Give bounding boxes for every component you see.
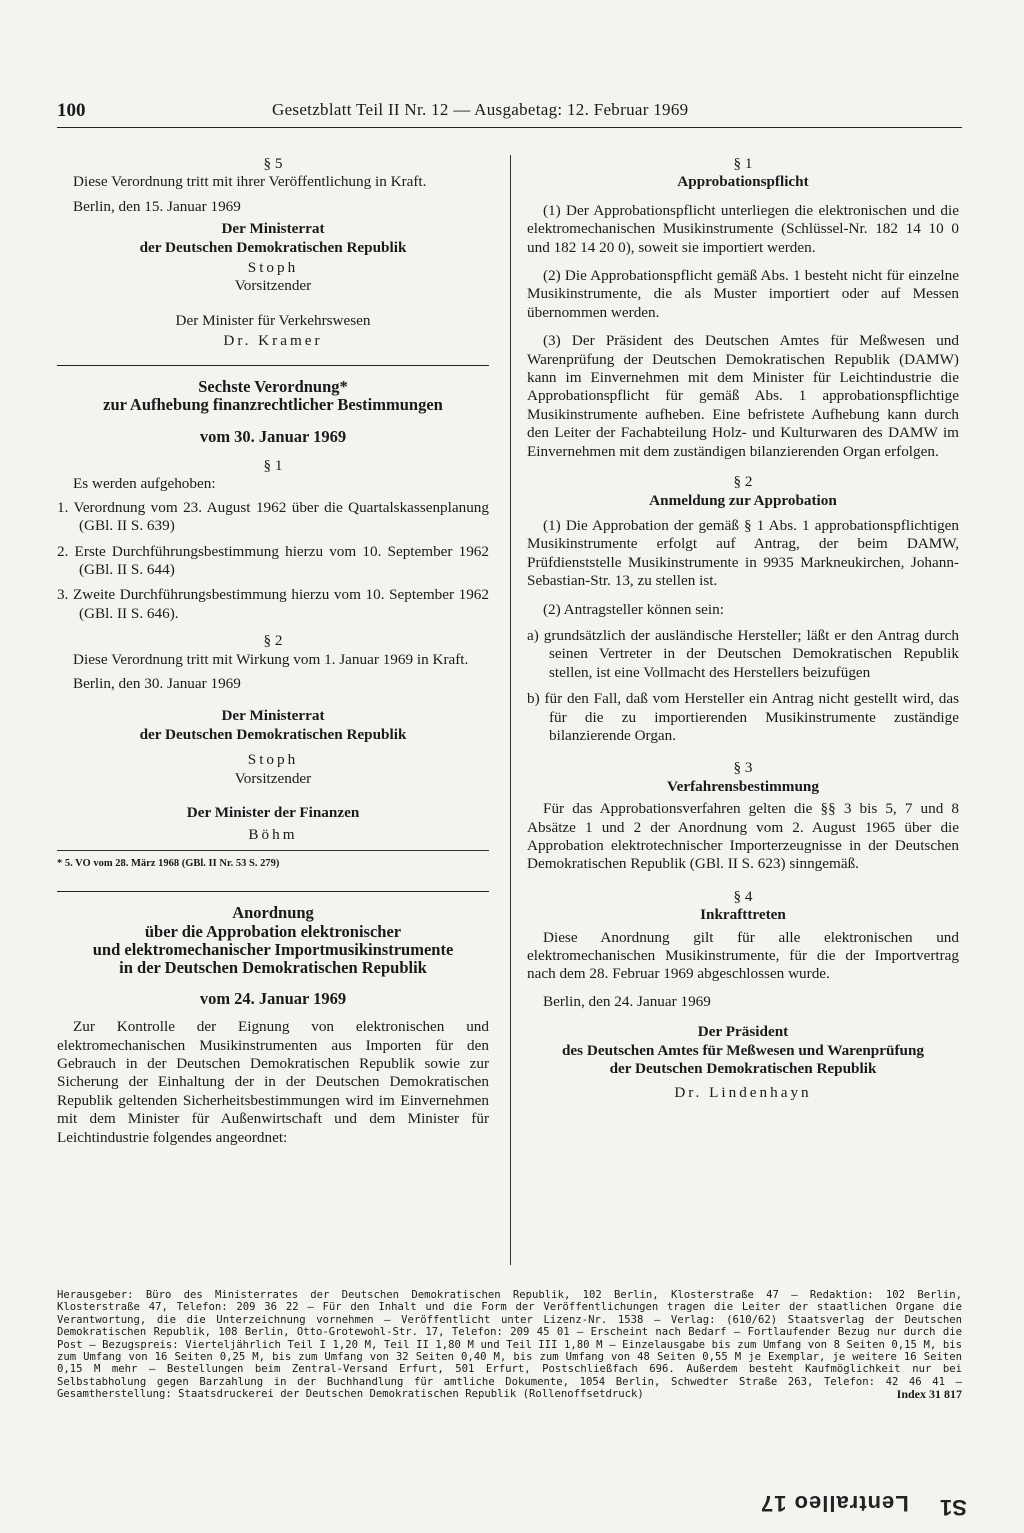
section-heading: § 4 [733,887,753,905]
section-title: Verfahrensbestimmung [667,777,819,795]
paragraph: (1) Der Approbationspflicht unterliegen die elektronischen und die elektromechanischen Musikinstrumente (Schlüssel-Nr. 182 14 10 0 und 182 14 20 0), soweit sie importiert werden. [527,201,959,256]
library-stamp: Lentralleo 17 [760,1491,909,1516]
paragraph: Diese Verordnung tritt mit Wirkung vom 1. Januar 1969 in Kraft. [73,650,469,668]
signature-name: Dr. Lindenhayn [674,1084,812,1102]
section-title: Anmeldung zur Approbation [649,491,837,509]
signature-body: Der Präsident [697,1023,789,1041]
page-number: 100 [57,100,86,121]
list-item: 1. Verordnung vom 23. August 1962 über die Quartalskassenplanung (GBl. II S. 639) [57,498,489,535]
list-item: b) für den Fall, daß vom Hersteller ein Antrag nicht gestellt wird, das für die zu importierenden Musikinstrumente zuständige bilanzierende Organ. [527,690,959,744]
signature-body: der Deutschen Demokratischen Republik [139,238,407,256]
paragraph: (1) Die Approbation der gemäß § 1 Abs. 1 approbationspflichtigen Musikinstrumente erfolgt auf Antrag, der beim DAMW, Prüfdienststelle Musikinstrumente in 9935 Markneukirchen, Johann-Sebastian-Str. 13, zu stellen ist. [527,516,959,590]
section-heading: § 1 [733,155,753,172]
page-header [57,100,962,124]
library-stamp-code: S1 [940,1495,967,1520]
column-divider [510,155,511,1265]
signature-role: Vorsitzender [234,277,312,295]
signature-body: des Deutschen Amtes für Meßwesen und Warenprüfung [561,1041,924,1059]
ordinance-title: und elektromechanischer Importmusikinstrumente [92,940,454,959]
signature-body: Der Ministerrat [221,707,325,725]
ordinance-title: Sechste Verordnung* [198,376,348,396]
ordinance-title: Anordnung [232,903,314,923]
date-line: Berlin, den 15. Januar 1969 [73,197,241,215]
signature-name: Böhm [248,826,298,844]
date-line: Berlin, den 30. Januar 1969 [73,674,241,692]
section-heading: § 2 [733,473,753,491]
left-column [57,155,489,1147]
signature-body: der Deutschen Demokratischen Republik [139,725,407,743]
right-column [527,155,959,1103]
section-title: Approbationspflicht [677,173,809,191]
running-head: Gesetzblatt Teil II Nr. 12 — Ausgabetag: 12. Februar 1969 [272,100,689,119]
imprint-text: Herausgeber: Büro des Ministerrates der Deutschen Demokratischen Republik, 102 Berlin, Klosterstraße 47 – Redaktion: 102 Berlin, Klosterstraße 47, Telefon: 209 36 22 – Für den Inhalt und die Form der Veröffentlichungen tragen die Leiter der staatlichen Organe die Verantwortung, die die Unterzeichnung vornehmen – Veröffentlicht unter Lizenz-Nr. 1538 – Verlag: (610/62) Staatsverlag der Deutschen Demokratischen Republik, 108 Berlin, Otto-Grotewohl-Str. 17, Telefon: 209 45 01 – Erscheint nach Bedarf – Fortlaufender Bezug nur durch die Post – Bezugspreis: Vierteljährlich Teil I 1,20 M, Teil II 1,80 M und Teil III 1,80 M – Einzelausgabe bis zum Umfang von 8 Seiten 0,15 M, bis zum Umfang von 16 Seiten 0,25 M, bis zum Umfang von 32 Seiten 0,40 M, bis zum Umfang von 48 Seiten 0,55 M je Exemplar, je weitere 16 Seiten 0,15 M mehr – Bestellungen beim Zentral-Versand Erfurt, 501 Erfurt, Postschließfach 696. Außerdem besteht Kaufmöglichkeit nur bei Selbstabholung gegen Barzahlung in der Buchhandlung für amtliche Dokumente, 1054 Berlin, Schwedter Straße 263, Telefon: 42 46 41 – Gesamtherstellung: Staatsdruckerei der Deutschen Demokratischen Republik (Rollenoffsetdruck) [57,1289,962,1401]
signature-body: der Deutschen Demokratischen Republik [609,1060,877,1078]
header-rule [57,127,962,128]
ordinance-date: vom 24. Januar 1969 [199,988,347,1008]
signature-name: Stoph [247,751,299,769]
signature-body: Der Ministerrat [221,220,325,238]
paragraph: (2) Antragsteller können sein: [543,600,724,618]
ordinance-title: in der Deutschen Demokratischen Republik [119,958,427,978]
paragraph: Für das Approbationsverfahren gelten die §§ 3 bis 5, 7 und 8 Absätze 1 und 2 der Anordnung vom 2. August 1965 über die Approbation elektrotechnischer Importerzeugnisse in der Deutschen Demokratischen Republik (GBl. II S. 623) sinngemäß. [527,800,959,873]
signature-name: Stoph [247,259,299,277]
paragraph: Zur Kontrolle der Eignung von elektronischen und elektromechanischen Musikinstrumenten aus Importen für den Gebrauch in der Deutschen Demokratischen Republik sowie zur Sicherung der Einhaltung der in der Deutschen Demokratischen Republik geltenden Sicherheitsbestimmungen wird im Einvernehmen mit dem Minister für Außenwirtschaft und dem Minister für Leichtindustrie folgendes angeordnet: [57,1018,489,1146]
section-title: Inkrafttreten [700,906,786,924]
ordinance-title: über die Approbation elektronischer [144,921,402,941]
paragraph: Diese Verordnung tritt mit ihrer Veröffentlichung in Kraft. [73,173,427,191]
ordinance-title: zur Aufhebung finanzrechtlicher Bestimmungen [103,395,443,415]
signature-name: Dr. Kramer [223,332,323,350]
paragraph: (2) Die Approbationspflicht gemäß Abs. 1 besteht nicht für einzelne Musikinstrumente, die als Muster importiert oder auf Messen übernommen werden. [527,267,959,321]
imprint-footer [57,1289,962,1401]
paragraph: (3) Der Präsident des Deutschen Amtes für Meßwesen und Warenprüfung der Deutschen Demokratischen Republik (DAMW) kann im Einvernehmen mit dem Minister für Leichtindustrie die Approbationspflicht für gemäß Abs. 1 approbationspflichtige Musikinstrumente aufheben. Eine befristete Aufhebung kann durch den Leiter der Fachabteilung Holz- und Kulturwaren des DAMW im Einvernehmen mit dem zuständigen bilanzierenden Organ erfolgen. [527,332,959,460]
date-line: Berlin, den 24. Januar 1969 [543,992,711,1010]
section-heading: § 5 [263,155,283,172]
signature-role: Der Minister für Verkehrswesen [175,311,371,329]
section-heading: § 3 [733,759,753,777]
section-rule [57,365,489,366]
ordinance-date: vom 30. Januar 1969 [199,427,347,447]
footnote: * 5. VO vom 28. März 1968 (GBl. II Nr. 53 S. 279) [57,857,280,869]
section-heading: § 1 [263,456,283,474]
list-item: a) grundsätzlich der ausländische Hersteller; läßt er den Antrag durch seinen Vertreter in der Deutschen Demokratischen Republik stellen, ist eine Vollmacht des Herstellers beizufügen [527,626,959,681]
section-rule [57,891,489,892]
signature-role: Vorsitzender [234,769,312,787]
footnote-rule [57,850,489,851]
list-item: 3. Zweite Durchführungsbestimmung hierzu vom 10. September 1962 (GBl. II S. 646). [57,586,489,622]
paragraph: Es werden aufgehoben: [73,475,216,493]
paragraph: Diese Anordnung gilt für alle elektronischen und elektromechanischen Musikinstrumente, für die der Importvertrag nach dem 28. Februar 1969 abgeschlossen wurde. [527,928,959,983]
index-number: Index 31 817 [896,1387,962,1402]
list-item: 2. Erste Durchführungsbestimmung hierzu vom 10. September 1962 (GBl. II S. 644) [57,542,489,578]
section-heading: § 2 [263,632,283,650]
signature-role: Der Minister der Finanzen [186,803,360,821]
